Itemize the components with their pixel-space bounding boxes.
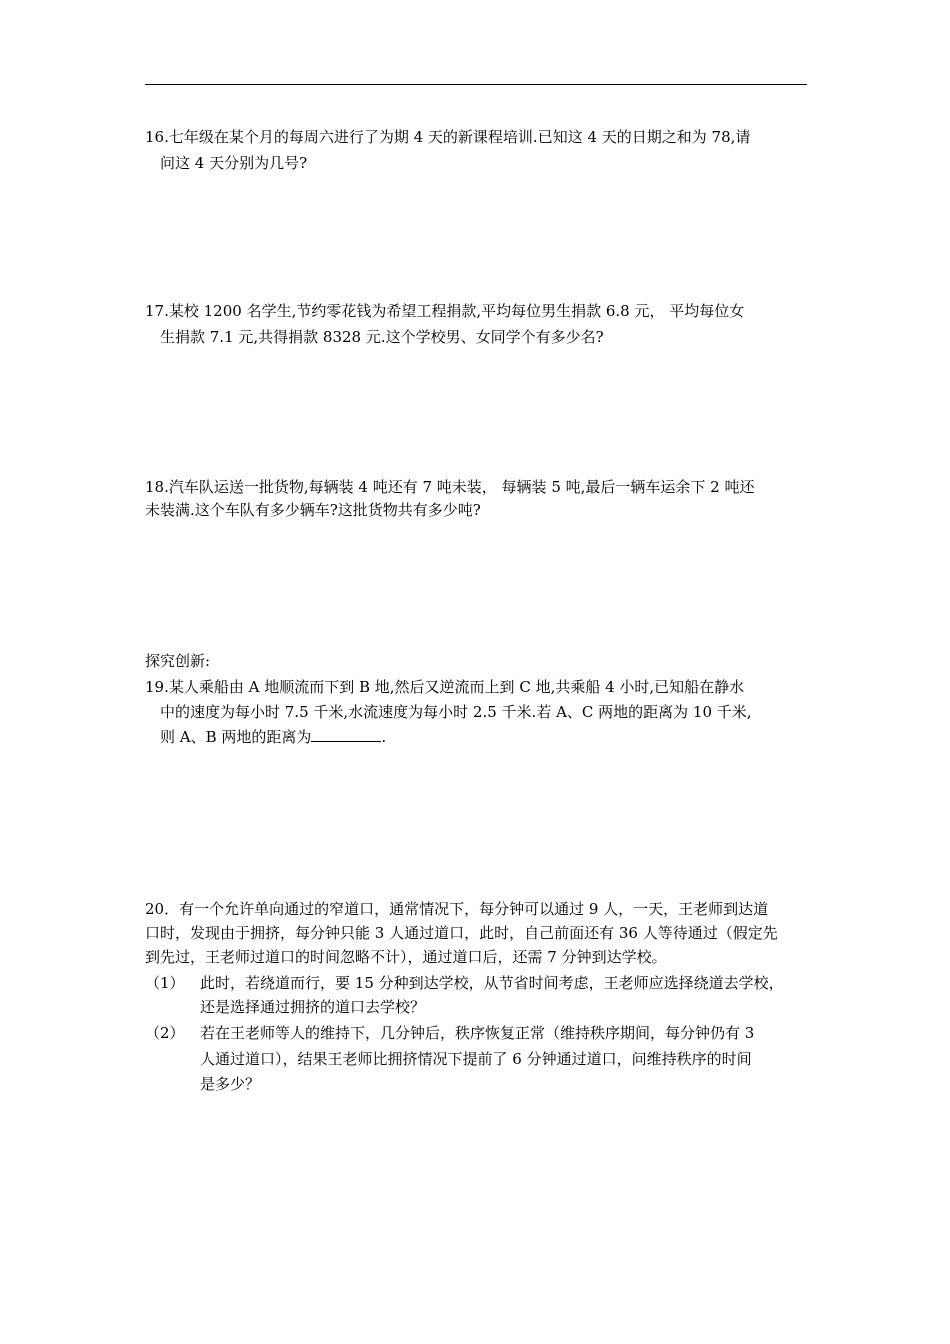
sub-question-1-line-1: 此时，若绕道而行，要 15 分种到达学校，从节省时间考虑，王老师应选择绕道去学校， bbox=[200, 974, 784, 992]
question-16-line-1: 16.七年级在某个月的每周六进行了为期 4 天的新课程培训.已知这 4 天的日期之和为 78,请 bbox=[145, 128, 751, 146]
question-19-line-3 bbox=[160, 726, 386, 748]
section-title: 探究创新: bbox=[145, 652, 211, 670]
sub-question-2-number: （2） bbox=[145, 1024, 185, 1042]
question-18-line-2: 未装满.这个车队有多少辆车?这批货物共有多少吨? bbox=[145, 501, 481, 519]
question-20-line-3: 到先过，王老师过道口的时间忽略不计），通过道口后，还需 7 分钟到达学校。 bbox=[145, 948, 667, 966]
question-18-line-1: 18.汽车队运送一批货物,每辆装 4 吨还有 7 吨未装， 每辆装 5 吨,最后一辆车运余下 2 吨还 bbox=[145, 478, 755, 496]
sub-question-2-line-2: 人通过道口），结果王老师比拥挤情况下提前了 6 分钟通过道口，问维持秩序的时间 bbox=[200, 1050, 752, 1068]
sub-question-1-line-2: 还是选择通过拥挤的道口去学校？ bbox=[200, 998, 426, 1016]
header-rule bbox=[145, 84, 807, 85]
question-19-line-2: 中的速度为每小时 7.5 千米,水流速度为每小时 2.5 千米.若 A、C 两地的距离为 10 千米, bbox=[160, 703, 752, 721]
question-20-line-2: 口时，发现由于拥挤，每分钟只能 3 人通过道口，此时，自己前面还有 36 人等待通过（假定先 bbox=[145, 924, 778, 942]
question-19-suffix: . bbox=[381, 728, 387, 746]
sub-question-2-line-1: 若在王老师等人的维持下，几分钟后，秩序恢复正常（维持秩序期间，每分钟仍有 3 bbox=[200, 1024, 755, 1042]
question-16-line-2: 问这 4 天分别为几号? bbox=[160, 154, 308, 172]
sub-question-2-line-3: 是多少？ bbox=[200, 1075, 261, 1093]
question-17-line-2: 生捐款 7.1 元,共得捐款 8328 元.这个学校男、女同学个有多少名? bbox=[160, 328, 604, 346]
question-19-line-3-text: 则 A、B 两地的距离为 bbox=[160, 728, 312, 746]
question-17-line-1: 17.某校 1200 名学生,节约零花钱为希望工程捐款,平均每位男生捐款 6.8 元， 平均每位女 bbox=[145, 302, 745, 320]
sub-question-1-number: （1） bbox=[145, 974, 185, 992]
question-20-line-1: 20．有一个允许单向通过的窄道口，通常情况下，每分钟可以通过 9 人，一天，王老师到达道 bbox=[145, 900, 769, 918]
question-19-line-1: 19.某人乘船由 A 地顺流而下到 B 地,然后又逆流而上到 C 地,共乘船 4 小时,已知船在静水 bbox=[145, 678, 745, 696]
answer-blank bbox=[311, 727, 381, 742]
